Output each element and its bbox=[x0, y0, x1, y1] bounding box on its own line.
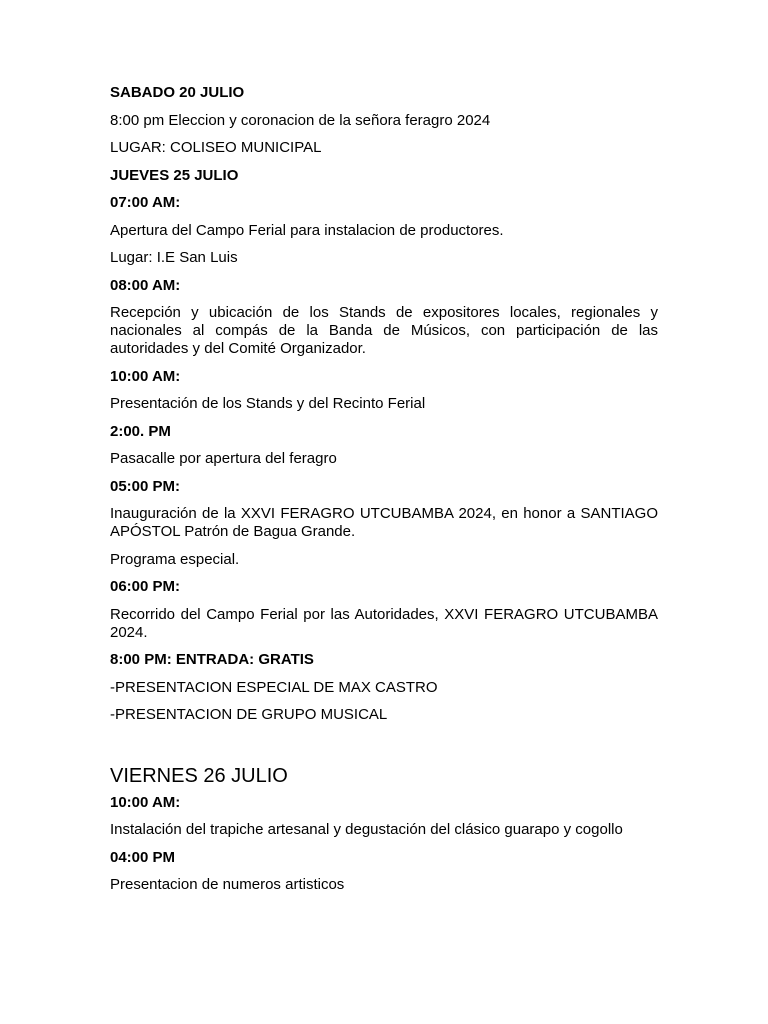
schedule-text: Recepción y ubicación de los Stands de expositores locales, regionales y nacionales al compás de la Banda de Músicos, con participación de las autoridades y del Comité Organizador. bbox=[110, 304, 658, 357]
schedule-list bbox=[110, 84, 658, 724]
schedule-text: Presentacion de numeros artisticos bbox=[110, 876, 345, 893]
schedule-text: Apertura del Campo Ferial para instalacion de productores. bbox=[110, 221, 504, 239]
schedule-heading: 2:00. PM bbox=[110, 422, 171, 440]
schedule-text: -PRESENTACION ESPECIAL DE MAX CASTRO bbox=[110, 678, 438, 696]
schedule-text: Recorrido del Campo Ferial por las Autoridades, XXVI FERAGRO UTCUBAMBA 2024. bbox=[110, 605, 658, 641]
schedule-text: Inauguración de la XXVI FERAGRO UTCUBAMBA 2024, en honor a SANTIAGO APÓSTOL Patrón de Bagua Grande. bbox=[110, 505, 658, 540]
schedule-text: -PRESENTACION DE GRUPO MUSICAL bbox=[110, 706, 388, 723]
schedule-heading: 07:00 AM: bbox=[110, 194, 181, 211]
schedule-text: Lugar: I.E San Luis bbox=[110, 249, 238, 266]
section-schedule-list bbox=[110, 794, 658, 895]
schedule-text: Programa especial. bbox=[110, 550, 240, 568]
schedule-heading: 04:00 PM bbox=[110, 848, 176, 866]
schedule-text: Presentación de los Stands y del Recinto Ferial bbox=[110, 395, 426, 412]
schedule-heading: 05:00 PM: bbox=[110, 477, 181, 495]
schedule-heading: 10:00 AM: bbox=[110, 367, 181, 385]
schedule-text: Pasacalle por apertura del feragro bbox=[110, 450, 337, 467]
schedule-heading: JUEVES 25 JULIO bbox=[110, 166, 239, 184]
schedule-heading: 10:00 AM: bbox=[110, 793, 181, 811]
document-page bbox=[110, 84, 658, 904]
schedule-text: Instalación del trapiche artesanal y degustación del clásico guarapo y cogollo bbox=[110, 821, 623, 838]
schedule-text: LUGAR: COLISEO MUNICIPAL bbox=[110, 139, 322, 156]
section-spacer bbox=[110, 734, 658, 764]
schedule-text: 8:00 pm Eleccion y coronacion de la señora feragro 2024 bbox=[110, 111, 491, 129]
section-heading: VIERNES 26 JULIO bbox=[110, 764, 288, 787]
schedule-heading: 06:00 PM: bbox=[110, 578, 181, 595]
schedule-heading: 08:00 AM: bbox=[110, 276, 181, 294]
schedule-heading: 8:00 PM: ENTRADA: GRATIS bbox=[110, 651, 314, 668]
schedule-heading: SABADO 20 JULIO bbox=[110, 84, 245, 101]
